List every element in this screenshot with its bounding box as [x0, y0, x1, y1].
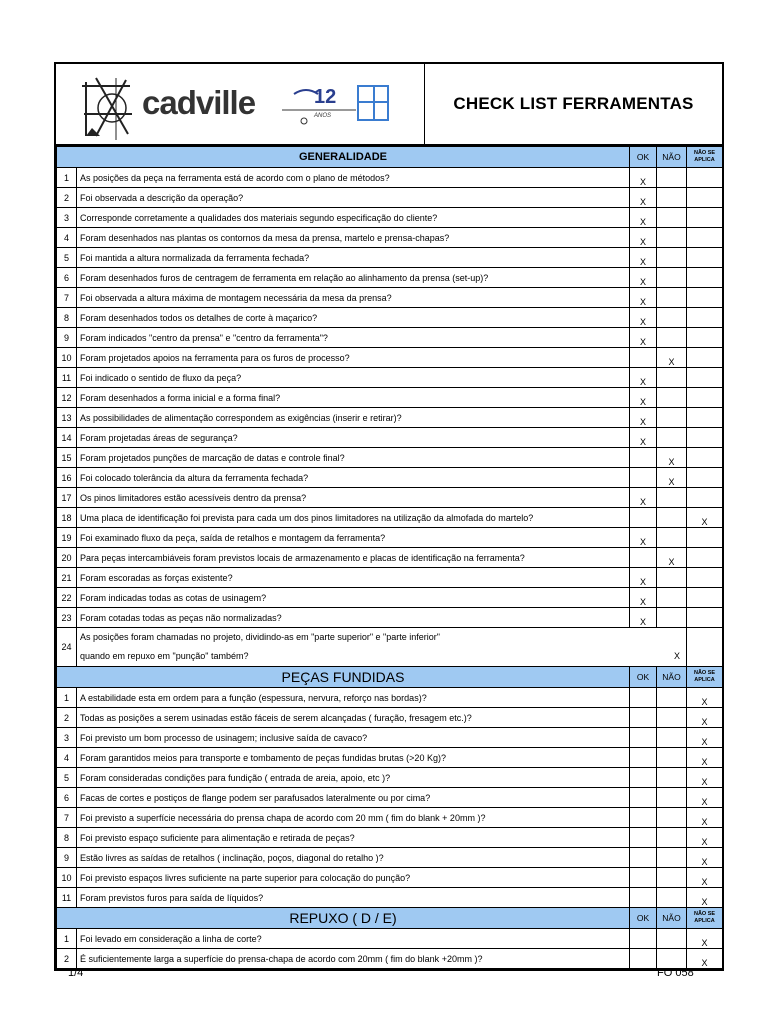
- nao-checkbox[interactable]: [657, 748, 687, 768]
- checklist-row: [57, 929, 723, 949]
- ok-checkbox[interactable]: X: [630, 168, 657, 188]
- checklist-row: [57, 848, 723, 868]
- item-number: 1: [57, 168, 77, 188]
- nao-checkbox[interactable]: [657, 488, 687, 508]
- na-checkbox[interactable]: [687, 548, 723, 568]
- item-number: 5: [57, 248, 77, 268]
- nao-checkbox[interactable]: [657, 768, 687, 788]
- ok-checkbox[interactable]: [630, 868, 657, 888]
- item-question: Foi previsto espaços livres suficiente na parte superior para colocação do punção?: [77, 868, 630, 888]
- item-question: Foi previsto um bom processo de usinagem; inclusive saída de cavaco?: [77, 728, 630, 748]
- item-number: 1: [57, 688, 77, 708]
- na-checkbox[interactable]: X: [687, 708, 723, 728]
- section-title: PEÇAS FUNDIDAS: [57, 667, 630, 688]
- na-checkbox[interactable]: [687, 388, 723, 408]
- nao-checkbox[interactable]: [657, 688, 687, 708]
- checklist-row: [57, 688, 723, 708]
- ok-checkbox[interactable]: [630, 808, 657, 828]
- checklist-sheet: [54, 62, 724, 971]
- na-checkbox[interactable]: X: [687, 728, 723, 748]
- ok-checkbox[interactable]: X: [630, 328, 657, 348]
- item-number: 1: [57, 929, 77, 949]
- checklist-row: [57, 268, 723, 288]
- nao-checkbox[interactable]: [657, 868, 687, 888]
- nao-checkbox[interactable]: [657, 328, 687, 348]
- nao-checkbox[interactable]: [657, 929, 687, 949]
- section-title: GENERALIDADE: [57, 147, 630, 168]
- checklist-row: [57, 468, 723, 488]
- question-line-1: As posições foram chamadas no projeto, dividindo-as em "parte superior" e "parte inferior": [80, 632, 440, 642]
- column-nao: NÃO: [657, 667, 687, 688]
- ok-checkbox[interactable]: [630, 728, 657, 748]
- item-question: As possibilidades de alimentação correspondem as exigências (inserir e retirar)?: [77, 408, 630, 428]
- nao-checkbox[interactable]: X: [657, 468, 687, 488]
- nao-checkbox[interactable]: [657, 949, 687, 969]
- item-question: É suficientemente larga a superfície do prensa-chapa de acordo com 20mm ( fim do blank +20mm )?: [77, 949, 630, 969]
- checklist-row: [57, 428, 723, 448]
- checklist-row: [57, 588, 723, 608]
- na-checkbox[interactable]: X: [687, 688, 723, 708]
- checklist-table: [56, 146, 723, 969]
- item-question: As posições da peça na ferramenta está de acordo com o plano de métodos?: [77, 168, 630, 188]
- anniversary-label: ANOS: [314, 113, 332, 119]
- ok-checkbox[interactable]: X: [630, 268, 657, 288]
- item-question: Foram desenhados furos de centragem de ferramenta em relação ao alinhamento da prensa (set-up)?: [77, 268, 630, 288]
- nao-mark[interactable]: X: [674, 651, 681, 661]
- item-number: 10: [57, 348, 77, 368]
- na-checkbox[interactable]: [687, 208, 723, 228]
- nao-checkbox[interactable]: [657, 528, 687, 548]
- column-nao: NÃO: [657, 908, 687, 929]
- ok-checkbox[interactable]: [630, 848, 657, 868]
- item-number: 4: [57, 228, 77, 248]
- na-checkbox[interactable]: [687, 268, 723, 288]
- item-number: 15: [57, 448, 77, 468]
- checklist-row: [57, 868, 723, 888]
- na-checkbox[interactable]: [687, 448, 723, 468]
- item-question: Foram garantidos meios para transporte e tombamento de peças fundidas brutas (>20 Kg)?: [77, 748, 630, 768]
- nao-checkbox[interactable]: [657, 808, 687, 828]
- item-question: Foram desenhados a forma inicial e a forma final?: [77, 388, 630, 408]
- ok-checkbox[interactable]: X: [630, 608, 657, 628]
- checklist-row: [57, 888, 723, 908]
- item-question: Estão livres as saídas de retalhos ( inclinação, poços, diagonal do retalho )?: [77, 848, 630, 868]
- ok-checkbox[interactable]: X: [630, 288, 657, 308]
- column-ok: OK: [630, 908, 657, 929]
- sheet-header: [56, 64, 722, 146]
- item-number: 7: [57, 288, 77, 308]
- ok-checkbox[interactable]: [630, 888, 657, 908]
- ok-checkbox[interactable]: X: [630, 588, 657, 608]
- nao-checkbox[interactable]: [657, 848, 687, 868]
- ok-checkbox[interactable]: [630, 548, 657, 568]
- checklist-row: [57, 628, 723, 667]
- na-checkbox[interactable]: X: [687, 929, 723, 949]
- section-header: [57, 908, 723, 929]
- item-question: Foram desenhados nas plantas os contornos da mesa da prensa, martelo e prensa-chapas?: [77, 228, 630, 248]
- ok-checkbox[interactable]: [630, 828, 657, 848]
- section-header: [57, 147, 723, 168]
- item-number: 5: [57, 768, 77, 788]
- nao-checkbox[interactable]: [657, 388, 687, 408]
- ok-checkbox[interactable]: X: [630, 568, 657, 588]
- item-number: 6: [57, 268, 77, 288]
- item-question: Foram escoradas as forças existente?: [77, 568, 630, 588]
- checklist-row: [57, 748, 723, 768]
- checklist-row: [57, 388, 723, 408]
- column-ok: OK: [630, 667, 657, 688]
- item-number: 11: [57, 368, 77, 388]
- na-checkbox[interactable]: [687, 488, 723, 508]
- na-checkbox[interactable]: X: [687, 828, 723, 848]
- ok-checkbox[interactable]: [630, 448, 657, 468]
- checklist-row: [57, 168, 723, 188]
- item-question: Foram indicados "centro da prensa" e "centro da ferramenta"?: [77, 328, 630, 348]
- nao-checkbox[interactable]: X: [657, 548, 687, 568]
- na-checkbox[interactable]: X: [687, 888, 723, 908]
- checklist-row: [57, 548, 723, 568]
- checklist-row: [57, 768, 723, 788]
- item-question: Uma placa de identificação foi prevista para cada um dos pinos limitadores na utilização da almofada do martelo?: [77, 508, 630, 528]
- nao-checkbox[interactable]: [657, 708, 687, 728]
- form-code: FO 058: [657, 967, 694, 979]
- checklist-row: [57, 828, 723, 848]
- column-nao-se-aplica: NÃO SE APLICA: [687, 147, 723, 168]
- item-question: Foi observada a descrição da operação?: [77, 188, 630, 208]
- ok-checkbox[interactable]: [630, 929, 657, 949]
- item-number: 10: [57, 868, 77, 888]
- ok-checkbox[interactable]: [630, 348, 657, 368]
- ok-checkbox[interactable]: [630, 468, 657, 488]
- item-number: 18: [57, 508, 77, 528]
- nao-checkbox[interactable]: [657, 568, 687, 588]
- item-number: 11: [57, 888, 77, 908]
- nao-checkbox[interactable]: [657, 368, 687, 388]
- na-checkbox[interactable]: [687, 308, 723, 328]
- item-number: 14: [57, 428, 77, 448]
- na-checkbox[interactable]: [687, 348, 723, 368]
- item-question: Foram consideradas condições para fundição ( entrada de areia, apoio, etc )?: [77, 768, 630, 788]
- nao-checkbox[interactable]: [657, 828, 687, 848]
- item-question: Foi indicado o sentido de fluxo da peça?: [77, 368, 630, 388]
- nao-checkbox[interactable]: [657, 728, 687, 748]
- item-number: 21: [57, 568, 77, 588]
- nao-checkbox[interactable]: [657, 508, 687, 528]
- checklist-row: [57, 248, 723, 268]
- checklist-row: [57, 408, 723, 428]
- item-number: 13: [57, 408, 77, 428]
- checklist-row: [57, 508, 723, 528]
- item-number: 3: [57, 728, 77, 748]
- item-number: 20: [57, 548, 77, 568]
- ok-checkbox[interactable]: [630, 768, 657, 788]
- na-checkbox[interactable]: [687, 588, 723, 608]
- checklist-row: [57, 288, 723, 308]
- item-question: Foram cotadas todas as peças não normalizadas?: [77, 608, 630, 628]
- checklist-row: [57, 188, 723, 208]
- ok-checkbox[interactable]: X: [630, 408, 657, 428]
- na-checkbox[interactable]: [687, 228, 723, 248]
- ok-checkbox[interactable]: X: [630, 388, 657, 408]
- checklist-row: [57, 228, 723, 248]
- page-cutoff: [0, 980, 768, 1024]
- na-checkbox[interactable]: X: [687, 788, 723, 808]
- nao-checkbox[interactable]: [657, 608, 687, 628]
- na-checkbox[interactable]: X: [687, 848, 723, 868]
- nao-checkbox[interactable]: [657, 188, 687, 208]
- ok-checkbox[interactable]: X: [630, 308, 657, 328]
- checklist-row: [57, 348, 723, 368]
- na-checkbox[interactable]: [687, 188, 723, 208]
- column-nao-se-aplica: NÃO SE APLICA: [687, 908, 723, 929]
- checklist-row: [57, 448, 723, 468]
- page-number: 1/4: [68, 967, 84, 979]
- checklist-row: [57, 788, 723, 808]
- item-question: Todas as posições a serem usinadas estão fáceis de serem alcançadas ( furação, fresagem etc.)?: [77, 708, 630, 728]
- item-question: Foram desenhados todos os detalhes de corte à maçarico?: [77, 308, 630, 328]
- item-question: Foi observada a altura máxima de montagem necessária da mesa da prensa?: [77, 288, 630, 308]
- item-number: 2: [57, 188, 77, 208]
- item-number: 22: [57, 588, 77, 608]
- item-number: 17: [57, 488, 77, 508]
- ok-checkbox[interactable]: X: [630, 188, 657, 208]
- item-question: Foi mantida a altura normalizada da ferramenta fechada?: [77, 248, 630, 268]
- nao-checkbox[interactable]: X: [657, 448, 687, 468]
- checklist-row: [57, 568, 723, 588]
- na-checkbox[interactable]: [687, 628, 723, 667]
- question-line-2-text: quando em repuxo em "punção" também?: [80, 651, 249, 661]
- question-line-2: [80, 647, 683, 666]
- checklist-row: [57, 528, 723, 548]
- ok-checkbox[interactable]: X: [630, 368, 657, 388]
- item-question: Para peças intercambiáveis foram previstos locais de armazenamento e placas de identificação na ferramenta?: [77, 548, 630, 568]
- item-question: Foi previsto espaço suficiente para alimentação e retirada de peças?: [77, 828, 630, 848]
- na-checkbox[interactable]: [687, 328, 723, 348]
- checklist-row: [57, 708, 723, 728]
- nao-checkbox[interactable]: [657, 308, 687, 328]
- item-number: 24: [57, 628, 77, 667]
- nao-checkbox[interactable]: [657, 788, 687, 808]
- checklist-row: [57, 208, 723, 228]
- na-checkbox[interactable]: [687, 368, 723, 388]
- item-number: 2: [57, 708, 77, 728]
- anniversary-number: 12: [314, 86, 337, 108]
- item-question: [77, 628, 687, 667]
- item-question: Foram indicadas todas as cotas de usinagem?: [77, 588, 630, 608]
- ok-checkbox[interactable]: X: [630, 528, 657, 548]
- nao-checkbox[interactable]: [657, 208, 687, 228]
- section-title: REPUXO ( D / E): [57, 908, 630, 929]
- checklist-row: [57, 488, 723, 508]
- nao-checkbox[interactable]: [657, 168, 687, 188]
- nao-checkbox[interactable]: [657, 248, 687, 268]
- na-checkbox[interactable]: X: [687, 508, 723, 528]
- item-question: Foram projetados punções de marcação de datas e controle final?: [77, 448, 630, 468]
- nao-checkbox[interactable]: [657, 428, 687, 448]
- nao-checkbox[interactable]: [657, 228, 687, 248]
- item-question: Foi levado em consideração a linha de corte?: [77, 929, 630, 949]
- item-question: Foi colocado tolerância da altura da ferramenta fechada?: [77, 468, 630, 488]
- ok-checkbox[interactable]: [630, 508, 657, 528]
- column-nao: NÃO: [657, 147, 687, 168]
- item-question: Foram projetadas áreas de segurança?: [77, 428, 630, 448]
- ok-checkbox[interactable]: [630, 748, 657, 768]
- checklist-row: [57, 808, 723, 828]
- na-checkbox[interactable]: [687, 608, 723, 628]
- ok-checkbox[interactable]: X: [630, 248, 657, 268]
- checklist-row: [57, 308, 723, 328]
- item-question: Corresponde corretamente a qualidades dos materiais segundo especificação do cliente?: [77, 208, 630, 228]
- nao-checkbox[interactable]: [657, 288, 687, 308]
- checklist-row: [57, 728, 723, 748]
- ok-checkbox[interactable]: X: [630, 208, 657, 228]
- item-question: Foi previsto a superfície necessária do prensa chapa de acordo com 20 mm ( fim do blank + 20mm )?: [77, 808, 630, 828]
- item-number: 19: [57, 528, 77, 548]
- checklist-row: [57, 949, 723, 969]
- checklist-row: [57, 608, 723, 628]
- ok-checkbox[interactable]: [630, 949, 657, 969]
- na-checkbox[interactable]: [687, 568, 723, 588]
- na-checkbox[interactable]: [687, 168, 723, 188]
- na-checkbox[interactable]: X: [687, 768, 723, 788]
- logo-wordmark: cadville: [142, 84, 256, 121]
- column-ok: OK: [630, 147, 657, 168]
- na-checkbox[interactable]: X: [687, 868, 723, 888]
- item-number: 9: [57, 328, 77, 348]
- item-question: A estabilidade esta em ordem para a função (espessura, nervura, reforço nas bordas)?: [77, 688, 630, 708]
- na-checkbox[interactable]: X: [687, 748, 723, 768]
- item-number: 12: [57, 388, 77, 408]
- item-number: 2: [57, 949, 77, 969]
- section-header: [57, 667, 723, 688]
- ok-checkbox[interactable]: [630, 708, 657, 728]
- item-number: 8: [57, 828, 77, 848]
- item-number: 9: [57, 848, 77, 868]
- item-number: 4: [57, 748, 77, 768]
- item-number: 7: [57, 808, 77, 828]
- ok-checkbox[interactable]: [630, 688, 657, 708]
- logo-area: [56, 64, 425, 144]
- checklist-row: [57, 328, 723, 348]
- item-number: 8: [57, 308, 77, 328]
- item-number: 16: [57, 468, 77, 488]
- nao-checkbox[interactable]: [657, 888, 687, 908]
- ok-checkbox[interactable]: X: [630, 428, 657, 448]
- column-nao-se-aplica: NÃO SE APLICA: [687, 667, 723, 688]
- ok-checkbox[interactable]: [630, 788, 657, 808]
- na-checkbox[interactable]: [687, 248, 723, 268]
- item-number: 23: [57, 608, 77, 628]
- page-title: CHECK LIST FERRAMENTAS: [453, 94, 694, 113]
- item-question: Foi examinado fluxo da peça, saída de retalhos e montagem da ferramenta?: [77, 528, 630, 548]
- checklist-row: [57, 368, 723, 388]
- na-checkbox[interactable]: [687, 288, 723, 308]
- na-checkbox[interactable]: X: [687, 808, 723, 828]
- nao-checkbox[interactable]: [657, 588, 687, 608]
- na-checkbox[interactable]: [687, 528, 723, 548]
- ok-checkbox[interactable]: X: [630, 228, 657, 248]
- item-question: Foram previstos furos para saída de líquidos?: [77, 888, 630, 908]
- nao-checkbox[interactable]: [657, 268, 687, 288]
- ok-checkbox[interactable]: X: [630, 488, 657, 508]
- nao-checkbox[interactable]: [657, 408, 687, 428]
- item-question: Os pinos limitadores estão acessíveis dentro da prensa?: [77, 488, 630, 508]
- na-checkbox[interactable]: [687, 408, 723, 428]
- na-checkbox[interactable]: X: [687, 949, 723, 969]
- na-checkbox[interactable]: [687, 468, 723, 488]
- nao-checkbox[interactable]: X: [657, 348, 687, 368]
- item-number: 3: [57, 208, 77, 228]
- na-checkbox[interactable]: [687, 428, 723, 448]
- item-question: Foram projetados apoios na ferramenta para os furos de processo?: [77, 348, 630, 368]
- item-question: Facas de cortes e postiços de flange podem ser parafusados lateralmente ou por cima?: [77, 788, 630, 808]
- item-number: 6: [57, 788, 77, 808]
